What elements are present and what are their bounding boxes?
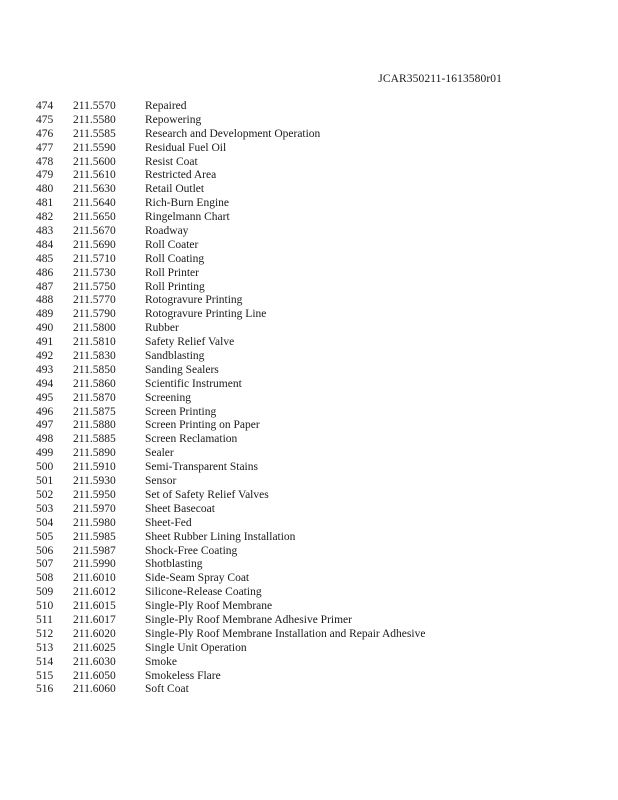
section-number: 211.5980 (73, 516, 116, 529)
section-number: 211.5710 (73, 252, 116, 265)
row-number: 512 (36, 627, 54, 640)
row-number: 474 (36, 100, 54, 112)
row-number: 497 (36, 419, 54, 432)
section-number: 211.5790 (73, 308, 116, 321)
section-number: 211.5640 (73, 197, 116, 210)
defined-term: Screen Printing on Paper (145, 419, 260, 432)
section-number: 211.5610 (73, 169, 116, 182)
row-number: 486 (36, 266, 54, 279)
section-number: 211.5950 (73, 488, 116, 501)
section-number: 211.5885 (73, 433, 116, 446)
defined-term: Rubber (145, 322, 179, 335)
section-number: 211.5730 (73, 266, 116, 279)
defined-term: Retail Outlet (145, 183, 205, 196)
row-number: 504 (36, 516, 54, 529)
section-number: 211.5750 (73, 280, 116, 293)
section-number: 211.5910 (73, 461, 116, 474)
defined-term: Research and Development Operation (145, 127, 321, 140)
list-item (36, 169, 425, 183)
section-number: 211.5880 (73, 419, 116, 432)
list-item (36, 531, 425, 545)
section-number: 211.5985 (73, 530, 116, 543)
defined-term: Soft Coat (145, 683, 189, 696)
row-number: 513 (36, 641, 54, 654)
row-number: 511 (36, 613, 53, 626)
row-number: 508 (36, 572, 54, 585)
row-number: 499 (36, 447, 54, 460)
defined-term: Single-Ply Roof Membrane (145, 600, 273, 613)
list-item (36, 364, 425, 378)
row-number: 493 (36, 363, 54, 376)
list-item (36, 197, 425, 211)
list-item (36, 433, 425, 447)
list-item (36, 628, 425, 642)
row-number: 482 (36, 211, 54, 224)
row-number: 485 (36, 252, 54, 265)
defined-term: Repowering (145, 113, 202, 126)
list-item (36, 100, 425, 114)
defined-term: Residual Fuel Oil (145, 141, 227, 154)
section-number: 211.5970 (73, 502, 116, 515)
section-number: 211.5800 (73, 322, 116, 335)
defined-term: Roadway (145, 225, 189, 238)
section-number: 211.5630 (73, 183, 116, 196)
defined-term: Set of Safety Relief Valves (145, 488, 269, 501)
list-item (36, 294, 425, 308)
row-number: 503 (36, 502, 54, 515)
section-number: 211.5875 (73, 405, 116, 418)
row-number: 507 (36, 558, 54, 571)
row-number: 478 (36, 155, 54, 168)
row-number: 479 (36, 169, 54, 182)
list-item (36, 378, 425, 392)
list-item (36, 461, 425, 475)
list-item (36, 336, 425, 350)
list-item (36, 419, 425, 433)
row-number: 481 (36, 197, 54, 210)
defined-term: Single-Ply Roof Membrane Installation and Repair Adhesive (145, 627, 426, 640)
list-item (36, 392, 425, 406)
defined-term: Roll Coating (145, 252, 205, 265)
list-item (36, 670, 425, 684)
defined-term: Semi-Transparent Stains (145, 461, 258, 474)
list-item (36, 447, 425, 461)
section-number: 211.5930 (73, 475, 116, 488)
list-item (36, 545, 425, 559)
section-number: 211.5810 (73, 336, 116, 349)
defined-term: Resist Coat (145, 155, 198, 168)
row-number: 496 (36, 405, 54, 418)
row-number: 516 (36, 683, 54, 696)
section-number: 211.6010 (73, 572, 116, 585)
row-number: 502 (36, 488, 54, 501)
defined-term: Restricted Area (145, 169, 217, 182)
list-item (36, 656, 425, 670)
row-number: 505 (36, 530, 54, 543)
section-number: 211.6012 (73, 586, 116, 599)
list-item (36, 281, 425, 295)
list-item (36, 558, 425, 572)
defined-term: Rich-Burn Engine (145, 197, 229, 210)
row-number: 492 (36, 350, 54, 363)
section-number: 211.5990 (73, 558, 116, 571)
section-number: 211.5650 (73, 211, 116, 224)
defined-term: Smoke (145, 655, 177, 668)
section-number: 211.6060 (73, 683, 116, 696)
row-number: 491 (36, 336, 54, 349)
list-item (36, 350, 425, 364)
list-item (36, 322, 425, 336)
list-item (36, 489, 425, 503)
defined-term: Sheet-Fed (145, 516, 192, 529)
section-number: 211.5590 (73, 141, 116, 154)
row-number: 484 (36, 238, 54, 251)
defined-term: Safety Relief Valve (145, 336, 235, 349)
list-item (36, 267, 425, 281)
section-number: 211.5870 (73, 391, 116, 404)
defined-term: Sanding Sealers (145, 363, 219, 376)
defined-term: Screen Printing (145, 405, 217, 418)
row-number: 475 (36, 113, 54, 126)
row-number: 515 (36, 669, 54, 682)
list-item (36, 642, 425, 656)
section-number: 211.6050 (73, 669, 116, 682)
row-number: 506 (36, 544, 54, 557)
defined-term: Roll Printing (145, 280, 205, 293)
defined-term: Rotogravure Printing Line (145, 308, 267, 321)
list-item (36, 253, 425, 267)
section-number: 211.6020 (73, 627, 116, 640)
row-number: 494 (36, 377, 54, 390)
section-number: 211.5830 (73, 350, 116, 363)
defined-term: Roll Coater (145, 238, 199, 251)
list-item (36, 225, 425, 239)
section-number: 211.5580 (73, 113, 116, 126)
section-number: 211.5770 (73, 294, 116, 307)
list-item (36, 308, 425, 322)
defined-term: Repaired (145, 100, 187, 112)
row-number: 483 (36, 225, 54, 238)
list-item (36, 586, 425, 600)
list-item (36, 475, 425, 489)
defined-term: Shock-Free Coating (145, 544, 238, 557)
list-item (36, 128, 425, 142)
row-number: 509 (36, 586, 54, 599)
defined-term: Single Unit Operation (145, 641, 247, 654)
section-number: 211.5987 (73, 544, 116, 557)
row-number: 476 (36, 127, 54, 140)
defined-term: Single-Ply Roof Membrane Adhesive Primer (145, 613, 352, 626)
row-number: 488 (36, 294, 54, 307)
row-number: 487 (36, 280, 54, 293)
defined-term: Rotogravure Printing (145, 294, 243, 307)
row-number: 498 (36, 433, 54, 446)
row-number: 490 (36, 322, 54, 335)
section-number: 211.5570 (73, 100, 116, 112)
section-number: 211.5670 (73, 225, 116, 238)
section-number: 211.5690 (73, 238, 116, 251)
section-number: 211.6025 (73, 641, 116, 654)
row-number: 500 (36, 461, 54, 474)
list-item (36, 572, 425, 586)
section-number: 211.5860 (73, 377, 116, 390)
section-number: 211.5850 (73, 363, 116, 376)
defined-term: Sensor (145, 475, 177, 488)
defined-term: Screening (145, 391, 191, 404)
row-number: 477 (36, 141, 54, 154)
row-number: 510 (36, 600, 54, 613)
list-item (36, 503, 425, 517)
row-number: 495 (36, 391, 54, 404)
list-item (36, 239, 425, 253)
defined-term: Sealer (145, 447, 174, 460)
section-number: 211.5585 (73, 127, 116, 140)
section-number: 211.6030 (73, 655, 116, 668)
list-item (36, 156, 425, 170)
defined-term: Ringelmann Chart (145, 211, 230, 224)
defined-term: Sheet Basecoat (145, 502, 215, 515)
defined-term: Scientific Instrument (145, 377, 242, 390)
defined-term: Sandblasting (145, 350, 205, 363)
list-item (36, 211, 425, 225)
list-item (36, 142, 425, 156)
list-item (36, 517, 425, 531)
row-number: 489 (36, 308, 54, 321)
row-number: 480 (36, 183, 54, 196)
section-number: 211.6015 (73, 600, 116, 613)
document-id: JCAR350211-1613580r01 (378, 73, 502, 85)
list-item (36, 683, 425, 697)
list-item (36, 114, 425, 128)
defined-term: Shotblasting (145, 558, 203, 571)
list-item (36, 406, 425, 420)
section-number: 211.6017 (73, 613, 116, 626)
defined-term: Sheet Rubber Lining Installation (145, 530, 296, 543)
defined-term: Smokeless Flare (145, 669, 221, 682)
section-number: 211.5890 (73, 447, 116, 460)
definitions-list (36, 100, 425, 697)
defined-term: Screen Reclamation (145, 433, 238, 446)
row-number: 501 (36, 475, 54, 488)
list-item (36, 614, 425, 628)
list-item (36, 183, 425, 197)
list-item (36, 600, 425, 614)
section-number: 211.5600 (73, 155, 116, 168)
row-number: 514 (36, 655, 54, 668)
defined-term: Side-Seam Spray Coat (145, 572, 250, 585)
defined-term: Silicone-Release Coating (145, 586, 262, 599)
defined-term: Roll Printer (145, 266, 199, 279)
